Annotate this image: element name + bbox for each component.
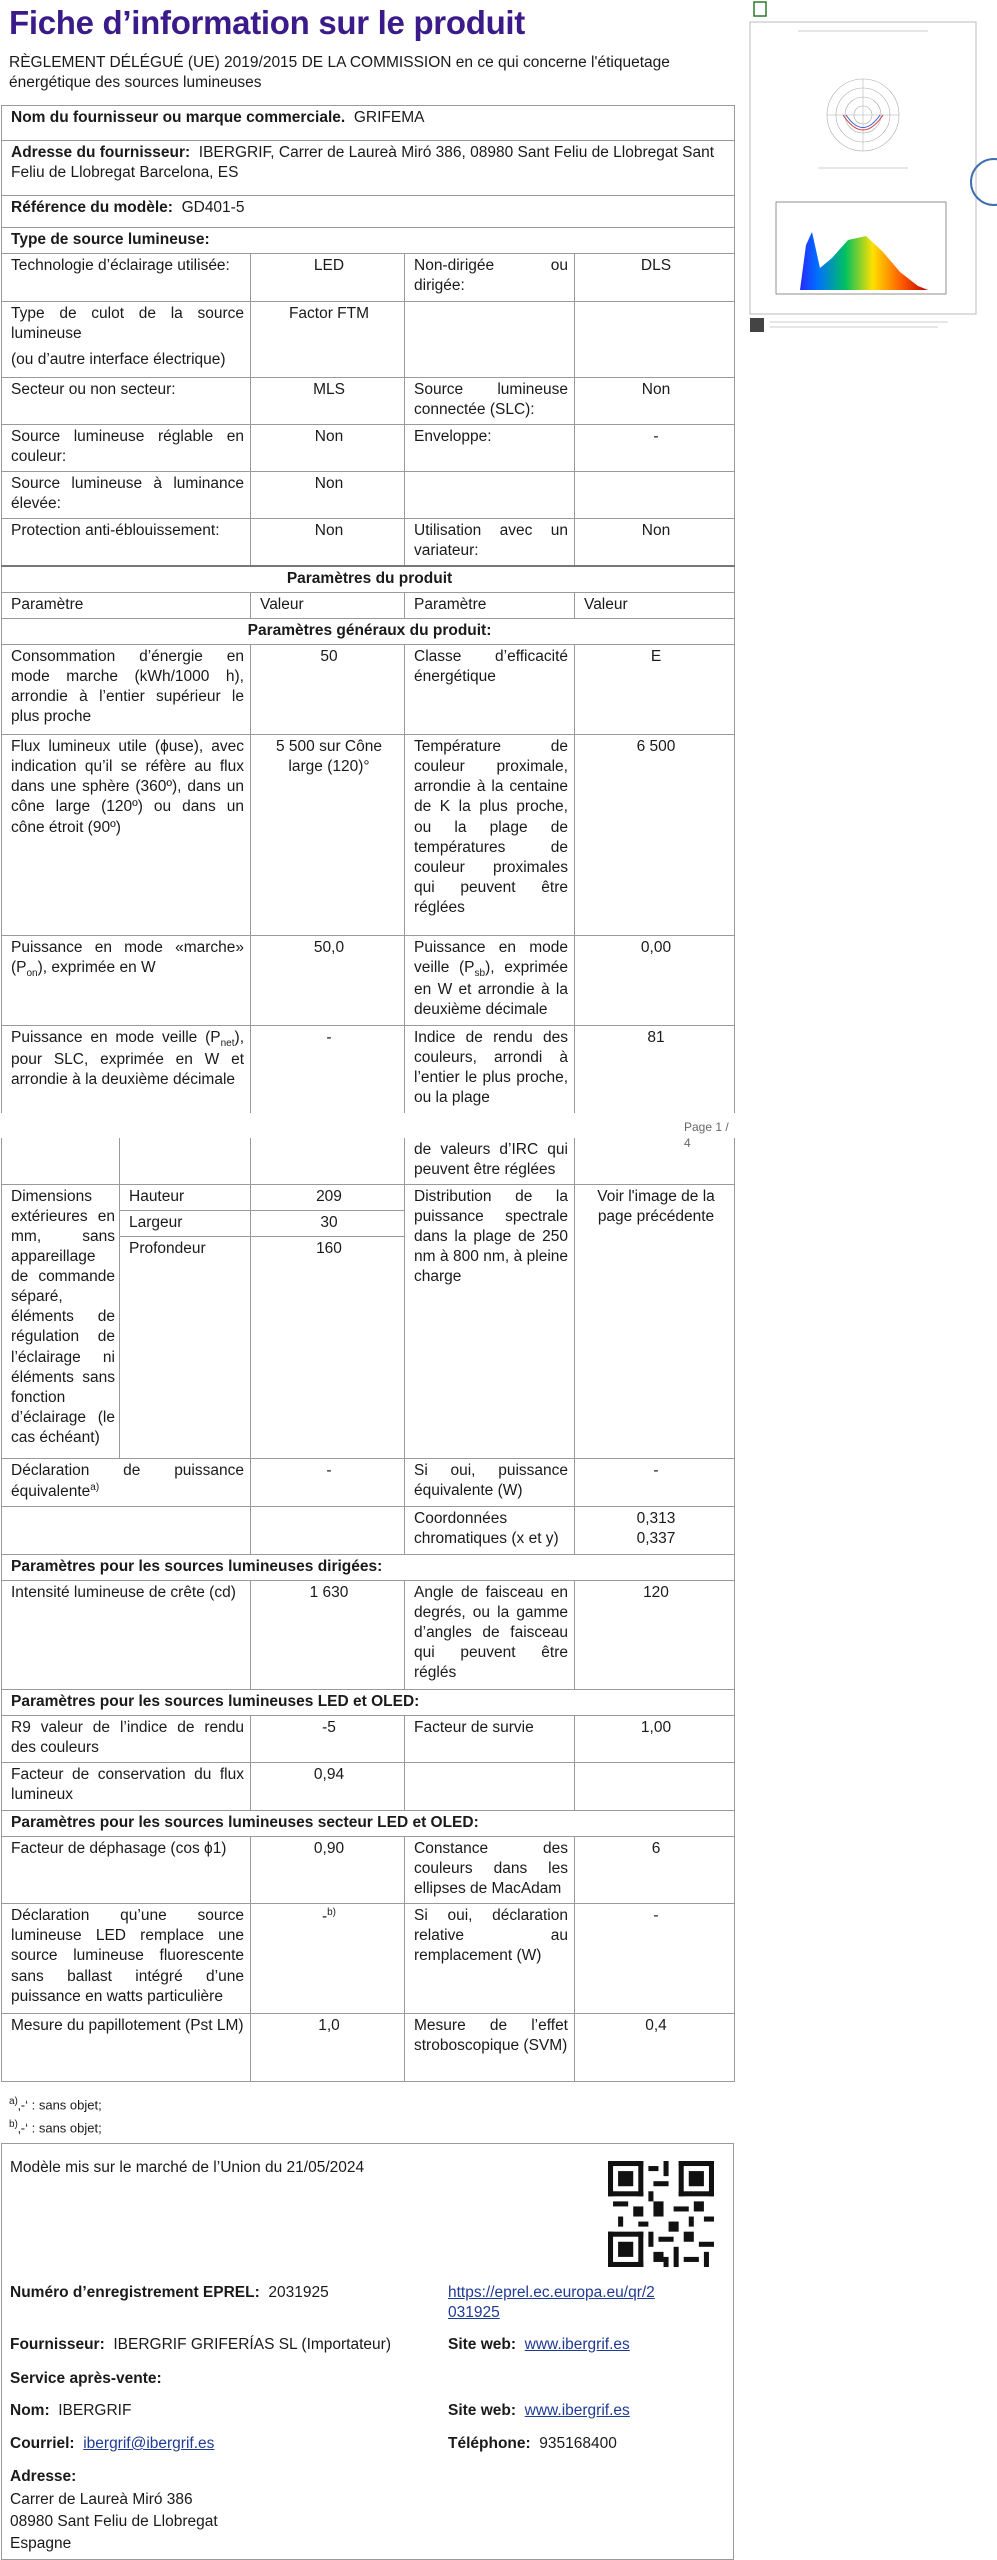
phone-label: Téléphone: — [448, 2435, 531, 2452]
stroboscopic-value: 0,4 — [575, 2014, 735, 2082]
registration-box — [1, 2143, 734, 2560]
address-label: Adresse: — [10, 2468, 77, 2485]
market-date-text: Modèle mis sur le marché de l’Union du 21/05/2024 — [10, 2159, 365, 2176]
lumen-maintenance-value: 0,94 — [251, 1763, 405, 1811]
empty-cell — [575, 1763, 735, 1811]
colour-rendering-label-part2: de valeurs d’IRC qui peuvent être réglées — [405, 1138, 575, 1184]
envelope-value: - — [575, 425, 735, 472]
equivalent-power-value: - — [251, 1458, 405, 1506]
mains-value: MLS — [251, 378, 405, 425]
eprel-link[interactable]: https://eprel.ec.europa.eu/qr/2031925 — [448, 2284, 655, 2322]
cap-type-sublabel: (ou d’autre interface électrique) — [11, 351, 226, 369]
empty-cell — [120, 1138, 251, 1184]
service-name-label: Nom: — [10, 2402, 50, 2419]
service-website-row — [448, 2401, 630, 2421]
anti-glare-value: Non — [251, 519, 405, 566]
depth-label: Profondeur — [120, 1236, 251, 1458]
directed-parameters-heading: Paramètres pour les sources lumineuses dirigées: — [2, 1554, 735, 1580]
chromaticity-label: Coordonnées chromatiques (x et y) — [405, 1506, 575, 1554]
general-parameters-heading: Paramètres généraux du produit: — [2, 618, 735, 644]
directional-label: Non-dirigée ou dirigée: — [405, 254, 575, 302]
chromaticity-value — [575, 1506, 735, 1554]
colour-tuneable-label: Source lumineuse réglable en couleur: — [2, 425, 251, 472]
empty-cell — [251, 1138, 405, 1184]
equivalent-power-w-label: Si oui, puissance équivalente (W) — [405, 1458, 575, 1506]
colour-rendering-label-part1: Indice de rendu des couleurs, arrondi à l’entier le plus proche, ou la plage — [405, 1026, 575, 1113]
supplier-address-label: Adresse du fournisseur: — [11, 144, 191, 161]
fluorescent-replacement-label: Déclaration qu’une source lumineuse LED remplace une source lumineuse fluorescente sans ballast intégré d’une puissance en watts particulière — [2, 1904, 251, 2014]
beam-angle-label: Angle de faisceau en degrés, ou la gamme d’angles de faisceau qui peuvent être réglés — [405, 1580, 575, 1689]
survival-factor-label: Facteur de survie — [405, 1716, 575, 1763]
supplier-address-row — [2, 141, 735, 196]
high-luminance-value: Non — [251, 472, 405, 519]
energy-consumption-label: Consommation d’énergie en mode marche (kWh/1000 h), arrondie à l’entier supérieur le plus proche — [2, 645, 251, 735]
column-header-value: Valeur — [251, 592, 405, 618]
service-name-row — [10, 2401, 131, 2421]
supplier-name-row — [2, 106, 735, 141]
networked-standby-power-label: Puissance en mode veille $(P_{net})$, pour SLC, exprimée en W et arrondie à la deuxième décimale — [2, 1026, 251, 1113]
displacement-factor-value: 0,90 — [251, 1837, 405, 1904]
service-website-link[interactable]: www.ibergrif.es — [524, 2402, 630, 2419]
connected-source-value: Non — [575, 378, 735, 425]
peak-intensity-label: Intensité lumineuse de crête (cd) — [2, 1580, 251, 1689]
email-row — [10, 2434, 214, 2454]
networked-standby-power-value: - — [251, 1026, 405, 1113]
empty-cell — [2, 1138, 120, 1184]
empty-cell — [575, 472, 735, 519]
product-parameters-heading: Paramètres du produit — [2, 566, 735, 593]
supplier-address-value: IBERGRIF, Carrer de Laureà Miró 386, 08980 Sant Feliu de Llobregat Sant Feliu de Llobregat Barcelona, ES — [11, 144, 715, 182]
on-mode-power-label: Puissance en mode «marche» $(P_{on})$, exprimée en W — [2, 936, 251, 1026]
column-header-parameter: Paramètre — [2, 592, 251, 618]
colour-tuneable-value: Non — [251, 425, 405, 472]
energy-class-label: Classe d’efficacité énergétique — [405, 645, 575, 735]
dimmer-value: Non — [575, 519, 735, 566]
empty-cell — [405, 472, 575, 519]
spectral-distribution-label: Distribution de la puissance spectrale dans la plage de 250 nm à 800 nm, à pleine charge — [405, 1184, 575, 1458]
flicker-label: Mesure du papillotement (Pst LM) — [2, 2014, 251, 2082]
test-report-thumbnail — [748, 0, 978, 340]
depth-value: 160 — [251, 1236, 405, 1458]
high-luminance-label: Source lumineuse à luminance élevée: — [2, 472, 251, 519]
cap-type-value: Factor FTM — [251, 302, 405, 378]
colour-temperature-value: 6 500 — [575, 735, 735, 936]
height-label: Hauteur — [120, 1184, 251, 1210]
column-header-value: Valeur — [575, 592, 735, 618]
dimmer-label: Utilisation avec un variateur: — [405, 519, 575, 566]
height-value: 209 — [251, 1184, 405, 1210]
peak-intensity-value: 1 630 — [251, 1580, 405, 1689]
lighting-technology-label: Technologie d’éclairage utilisée: — [2, 254, 251, 302]
on-mode-power-value: 50,0 — [251, 936, 405, 1026]
footnote-a: $^{a)}$‚-‘ : sans objet; — [9, 2096, 102, 2113]
product-table-page-1 — [1, 105, 735, 1113]
lumen-maintenance-label: Facteur de conservation du flux lumineux — [2, 1763, 251, 1811]
empty-cell — [575, 302, 735, 378]
website-link[interactable]: www.ibergrif.es — [524, 2336, 630, 2353]
macadam-value: 6 — [575, 1837, 735, 1904]
product-table-page-2 — [1, 1138, 735, 2082]
beam-angle-value: 120 — [575, 1580, 735, 1689]
width-value: 30 — [251, 1210, 405, 1236]
connected-source-label: Source lumineuse connectée (SLC): — [405, 378, 575, 425]
supplier-row — [10, 2335, 391, 2355]
useful-flux-label: Flux lumineux utile (ϕuse), avec indication qu’il se réfère au flux dans une sphère (360º), dans un cône large (120º) ou dans un cône étroit (90º) — [2, 735, 251, 936]
eprel-label: Numéro d’enregistrement EPREL: — [10, 2284, 260, 2301]
energy-class-value: E — [575, 645, 735, 735]
supplier-value: IBERGRIF GRIFERÍAS SL (Importateur) — [113, 2336, 391, 2353]
empty-cell — [251, 1506, 405, 1554]
r9-label: R9 valeur de l’indice de rendu des couleurs — [2, 1716, 251, 1763]
supplier-name-label: Nom du fournisseur ou marque commerciale. — [11, 109, 346, 126]
supplier-name-value: GRIFEMA — [353, 109, 425, 126]
footnote-b: $^{b)}$‚-‘ : sans objet; — [9, 2119, 102, 2136]
width-label: Largeur — [120, 1210, 251, 1236]
supplier-label: Fournisseur: — [10, 2336, 105, 2353]
address-line: 08980 Sant Feliu de Llobregat — [10, 2513, 218, 2530]
eprel-row — [10, 2283, 329, 2303]
model-reference-row — [2, 196, 735, 228]
mains-label: Secteur ou non secteur: — [2, 378, 251, 425]
equivalent-power-w-value: - — [575, 1458, 735, 1506]
replacement-w-label: Si oui, déclaration relative au remplacement (W) — [405, 1904, 575, 2014]
empty-cell — [405, 302, 575, 378]
energy-consumption-value: 50 — [251, 645, 405, 735]
model-reference-label: Référence du modèle: — [11, 199, 173, 216]
phone-value: 935168400 — [539, 2435, 617, 2452]
empty-cell — [2, 1506, 251, 1554]
fluorescent-replacement-value: -$^{b)}$ — [251, 1904, 405, 2014]
colour-rendering-value: 81 — [575, 1026, 735, 1113]
website-label: Site web: — [448, 2336, 517, 2353]
model-reference-value: GD401-5 — [181, 199, 245, 216]
cap-type-label: Type de culot de la source lumineuse — [11, 305, 244, 343]
address-line: Espagne — [10, 2535, 72, 2552]
directional-value: DLS — [575, 254, 735, 302]
equivalent-power-label: Déclaration de puissance équivalente$^{a)}$ — [2, 1458, 251, 1506]
address-block — [10, 2489, 218, 2555]
eprel-number: 2031925 — [268, 2284, 329, 2301]
lighting-technology-value: LED — [251, 254, 405, 302]
colour-temperature-label: Température de couleur proximale, arrondie à la centaine de K la plus proche, ou la plage de températures de couleur proximales qui peuvent être réglées — [405, 735, 575, 936]
report-preview-graphic — [748, 0, 978, 340]
empty-cell — [575, 1138, 735, 1184]
email-link[interactable]: ibergrif@ibergrif.es — [83, 2435, 215, 2452]
cap-type-cell — [2, 302, 251, 378]
chromaticity-y: 0,337 — [636, 1529, 676, 1547]
regulation-subtitle: RÈGLEMENT DÉLÉGUÉ (UE) 2019/2015 DE LA COMMISSION en ce qui concerne l'étiquetage énergétique des sources lumineuses — [9, 54, 670, 92]
led-parameters-heading: Paramètres pour les sources lumineuses LED et OLED: — [2, 1689, 735, 1715]
stroboscopic-label: Mesure de l’effet stroboscopique (SVM) — [405, 2014, 575, 2082]
email-label: Courriel: — [10, 2435, 75, 2452]
website-row — [448, 2335, 630, 2355]
anti-glare-label: Protection anti-éblouissement: — [2, 519, 251, 566]
service-name-value: IBERGRIF — [58, 2402, 132, 2419]
displacement-factor-label: Facteur de déphasage (cos ϕ1) — [2, 1837, 251, 1904]
column-header-parameter: Paramètre — [405, 592, 575, 618]
useful-flux-value: 5 500 sur Cône large (120)° — [251, 735, 405, 936]
standby-power-label: Puissance en mode veille $(P_{sb})$, exprimée en W et arrondie à la deuxième décimale — [405, 936, 575, 1026]
qr-code-icon — [608, 2161, 714, 2267]
empty-cell — [405, 1763, 575, 1811]
flicker-value: 1,0 — [251, 2014, 405, 2082]
service-website-label: Site web: — [448, 2402, 517, 2419]
spectral-distribution-value: Voir l'image de la page précédente — [575, 1184, 735, 1458]
page-number: Page 1 / 4 — [684, 1120, 729, 1150]
replacement-w-value: - — [575, 1904, 735, 2014]
source-type-heading: Type de source lumineuse: — [2, 228, 735, 254]
chromaticity-x: 0,313 — [636, 1509, 676, 1527]
survival-factor-value: 1,00 — [575, 1716, 735, 1763]
after-sales-heading: Service après-vente: — [10, 2370, 162, 2387]
mains-led-parameters-heading: Paramètres pour les sources lumineuses secteur LED et OLED: — [2, 1811, 735, 1837]
address-line: Carrer de Laureà Miró 386 — [10, 2491, 193, 2508]
r9-value: -5 — [251, 1716, 405, 1763]
envelope-label: Enveloppe: — [405, 425, 575, 472]
page-title: Fiche d’information sur le produit — [9, 4, 525, 41]
macadam-label: Constance des couleurs dans les ellipses de MacAdam — [405, 1837, 575, 1904]
standby-power-value: 0,00 — [575, 936, 735, 1026]
dimensions-label: Dimensions extérieures en mm, sans appareillage de commande séparé, éléments de régulation de l’éclairage ni éléments sans fonction d’éclairage (le cas échéant) — [2, 1184, 120, 1458]
phone-row — [448, 2434, 617, 2454]
